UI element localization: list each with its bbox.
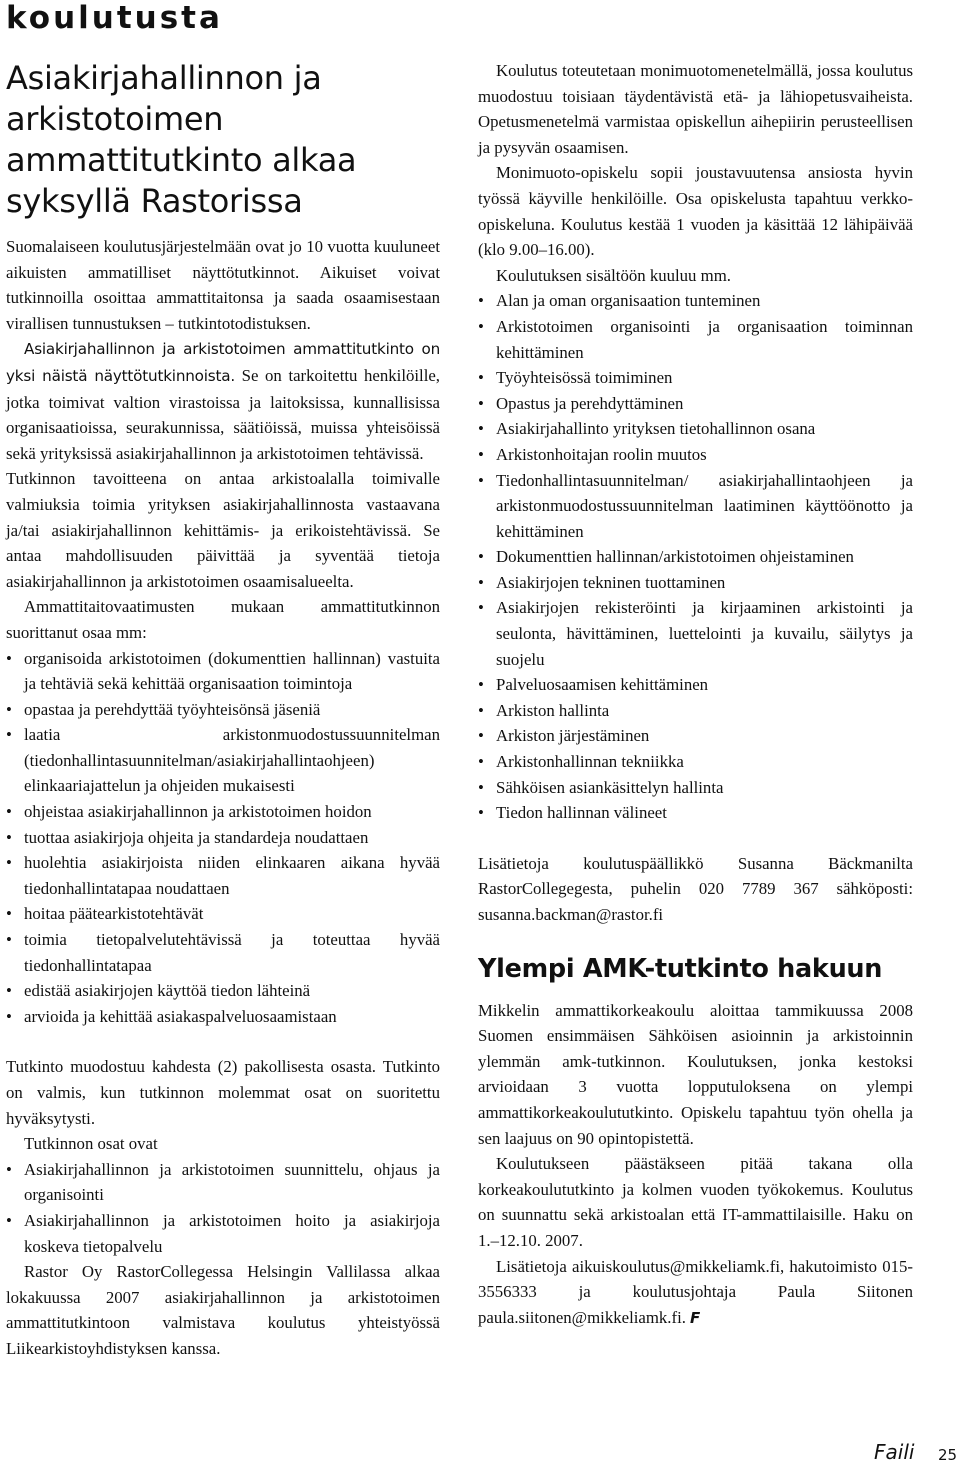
article-paragraph: Koulutus toteutetaan monimuotomenetelmällä, jossa koulutus muodostuu toisiaan täydentävistä etä- ja lähiopetusvaiheista. Opetusmenetelmä varmistaa opiskellun aihepiirin perusteellisen ja pysyvän osaamisen. (478, 61, 913, 157)
contact-paragraph: Lisätietoja koulutuspäällikkö Susanna Bäckmanilta RastorCollegegesta, puhelin 020 7789 367 sähköposti: susanna.backman@rastor.fi (478, 853, 913, 924)
list-item: • organisoida arkistotoimen (dokumenttien hallinnan) vastuita ja tehtäviä sekä kehittää organisaation toimintoja (6, 646, 440, 697)
list-item: • Dokumenttien hallinnan/arkistotoimen ohjeistaminen (478, 544, 913, 570)
list-item: • huolehtia asiakirjoista niiden elinkaaren aikana hyvää tiedonhallintatapaa noudattaen (6, 850, 440, 901)
list-item: • hoitaa päätearkistotehtävät (6, 901, 440, 927)
right-column (478, 58, 913, 1331)
end-mark-icon: F (689, 1308, 701, 1327)
list-item: • Tiedon hallinnan välineet (478, 800, 913, 826)
list-item: • Asiakirjahallinto yrityksen tietohallinnon osana (478, 416, 913, 442)
article-paragraph (6, 336, 440, 466)
article-title: Ylempi AMK-tutkinto hakuun (478, 953, 883, 984)
list-item: • Asiakirjahallinnon ja arkistotoimen hoito ja asiakirjoja koskeva tietopalvelu (6, 1208, 440, 1259)
page-number: 25 (938, 1446, 958, 1464)
list-item: • opastaa ja perehdyttää työyhteisönsä jäseniä (6, 697, 440, 723)
list-item: • Alan ja oman organisaation tunteminen (478, 288, 913, 314)
article-paragraph: Tutkinnon tavoitteena on antaa arkistoalalla toimivalle valmiuksia toimia yrityksen asiakirjahallinnosta vastaavana ja/tai asiakirjahallinnon kehittämis- ja erikoistehtävissä. Se antaa mahdollisuuden päivittää ja syventää tietoja asiakirjahallinnon ja arkistotoimen osaamisalueelta. (6, 469, 440, 591)
parts-list (6, 1157, 440, 1259)
magazine-name: Faili (874, 1440, 915, 1464)
list-item: • Työyhteisössä toimiminen (478, 365, 913, 391)
list-item: • Arkiston järjestäminen (478, 723, 913, 749)
list-item: • edistää asiakirjojen käyttöä tiedon lähteinä (6, 978, 440, 1004)
article-paragraph: Rastor Oy RastorCollegessa Helsingin Vallilassa alkaa lokakuussa 2007 asiakirjahallinnon ja arkistotoimen ammattitutkintoon valmistava koulutus yhteistyössä Liikearkistoyhdistyksen kanssa. (6, 1262, 440, 1358)
list-item: • Arkistotoimen organisointi ja organisaation toiminnan kehittäminen (478, 314, 913, 365)
list-item: • Sähköisen asiankäsittelyn hallinta (478, 775, 913, 801)
skills-list (6, 646, 440, 1030)
list-item: • ohjeistaa asiakirjahallinnon ja arkistotoimen hoidon (6, 799, 440, 825)
list-item: • Arkistonhallinnan tekniikka (478, 749, 913, 775)
article-paragraph: Tutkinto muodostuu kahdesta (2) pakollisesta osasta. Tutkinto on valmis, kun tutkinnon molemmat osat on suoritettu hyväksytysti. (6, 1057, 440, 1128)
article-paragraph: Tutkinnon osat ovat (24, 1134, 158, 1154)
paragraph-text: Se on tarkoitettu henkilöille, jotka toimivat valtion virastoissa ja laitoksissa, kunnallisissa organisaatioissa, seurakunnissa, säätiöissä, muissa yhteisöissä sekä yrityksissä asiakirjahallinnon ja arkistotoimen tehtävissä. (6, 365, 440, 463)
article-paragraph: Ammattitaitovaatimusten mukaan ammattitutkinnon suorittanut osaa mm: (6, 597, 440, 642)
list-item: • Arkistonhoitajan roolin muutos (478, 442, 913, 468)
article-paragraph (478, 1254, 913, 1332)
article-paragraph: Suomalaiseen koulutusjärjestelmään ovat jo 10 vuotta kuuluneet aikuisten ammatilliset näyttötutkinnot. Aikuiset voivat tutkinnoilla osoittaa ammattitaitonsa ja saada osaamisestaan virallisen tunnustuksen – tutkintotodistuksen. (6, 237, 440, 333)
list-item: • Tiedonhallintasuunnitelman/ asiakirjahallintaohjeen ja arkistonmuodostussuunnitelman laatiminen käyttöönotto ja kehittäminen (478, 468, 913, 545)
contents-list (478, 288, 913, 825)
list-item: • Opastus ja perehdyttäminen (478, 391, 913, 417)
section-tag: koulutusta (6, 0, 223, 36)
article-title: Asiakirjahallinnon ja arkistotoimen ammattitutkinto alkaa syksyllä Rastorissa (6, 59, 357, 220)
list-item: • laatia arkistonmuodostussuunnitelman (tiedonhallintasuunnitelman/asiakirjahallintaohjeen) elinkaariajattelun ja ohjeiden mukaisesti (6, 722, 440, 799)
article-paragraph: Monimuoto-opiskelu sopii joustavuutensa ansiosta hyvin työssä käyville henkilöille. Osa opiskelusta tapahtuu verkko-opiskeluna. Koulutus kestää 1 vuoden ja käsittää 12 lähipäivää (klo 9.00–16.00). (478, 163, 913, 260)
article-paragraph: Koulutuksen sisältöön kuuluu mm. (496, 265, 731, 285)
list-item: • Asiakirjahallinnon ja arkistotoimen suunnittelu, ohjaus ja organisointi (6, 1157, 440, 1208)
lead-sentence: Asiakirjahallinnon ja arkistotoimen ammattitutkinto on yksi näistä näyttötutkinnoista. (6, 340, 440, 385)
paragraph-text: Lisätietoja aikuiskoulutus@mikkeliamk.fi, hakutoimisto 015-3556333 ja koulutusjohtaja Paula Siitonen paula.siitonen@mikkeliamk.fi. (478, 1256, 913, 1327)
list-item: • tuottaa asiakirjoja ohjeita ja standardeja noudattaen (6, 825, 440, 851)
list-item: • Arkiston hallinta (478, 698, 913, 724)
list-item: • Palveluosaamisen kehittäminen (478, 672, 913, 698)
list-item: • Asiakirjojen rekisteröinti ja kirjaaminen arkistointi ja seulonta, hävittäminen, luettelointi ja kuvailu, säilytys ja suojelu (478, 595, 913, 672)
list-item: • toimia tietopalvelutehtävissä ja toteuttaa hyvää tiedonhallintatapaa (6, 927, 440, 978)
article-paragraph: Mikkelin ammattikorkeakoulu aloittaa tammikuussa 2008 Suomen ensimmäisen Sähköisen asioinnin ja arkistoinnin ylemmän amk-tutkinnon. Koulutuksen, jonka kestoksi arvioidaan 3 vuotta lopputuloksena on ylempi ammattikorkeakoulututkinto. Opiskelu tapahtuu työn ohella ja sen laajuus on 90 opintopistettä. (478, 1000, 913, 1148)
left-column (6, 58, 440, 1362)
article-paragraph: Koulutukseen päästäkseen pitää takana olla korkeakoulututkinto ja kolmen vuoden työkokemus. Koulutus on suunnattu sekä arkistoalan että IT-ammattilaisille. Haku on 1.–12.10. 2007. (478, 1154, 913, 1250)
list-item: • Asiakirjojen tekninen tuottaminen (478, 570, 913, 596)
list-item: • arvioida ja kehittää asiakaspalveluosaamistaan (6, 1004, 440, 1030)
